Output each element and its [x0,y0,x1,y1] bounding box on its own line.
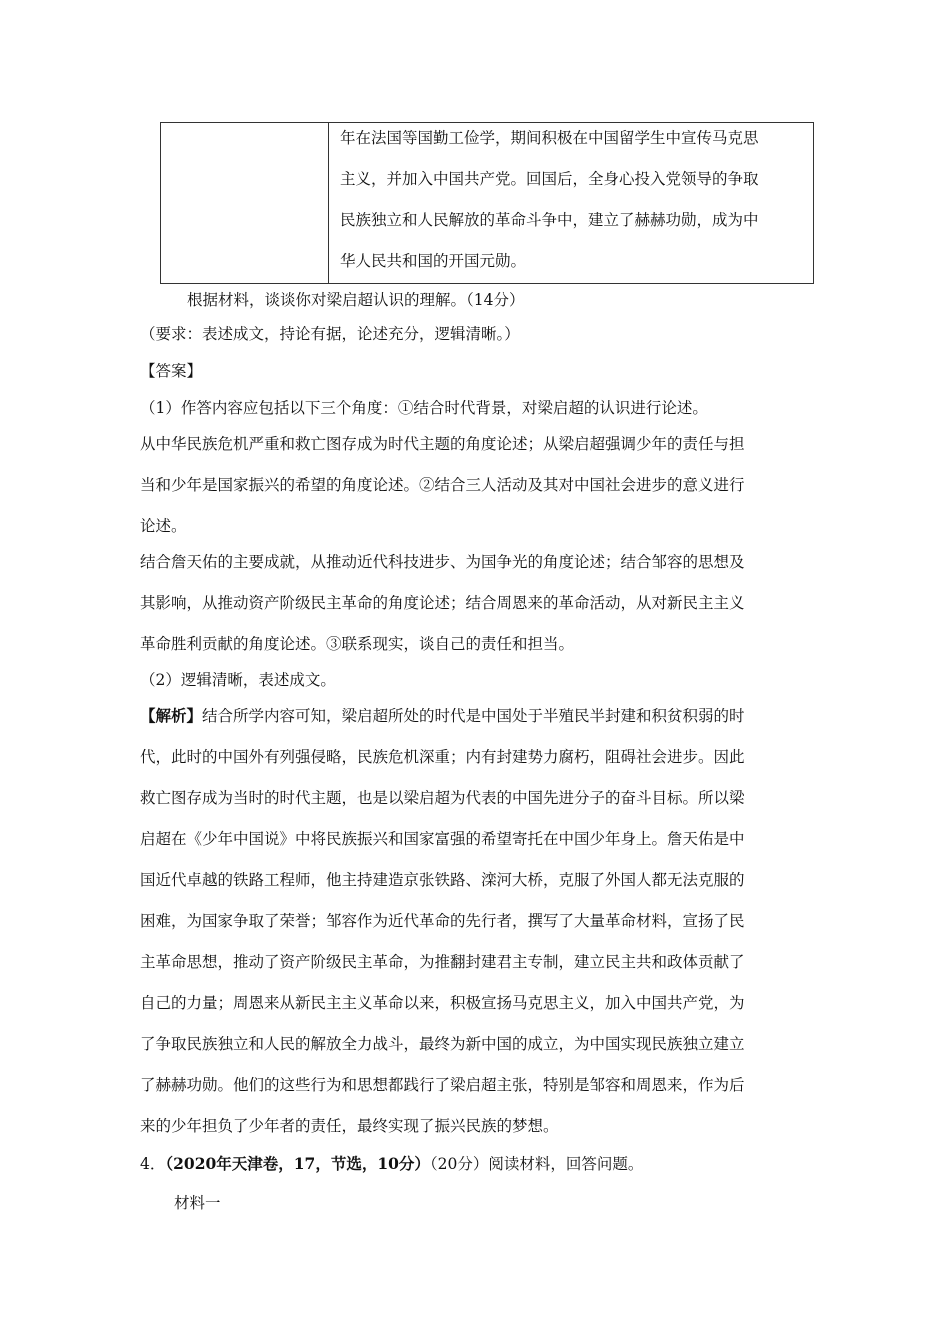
material-table [160,122,814,284]
table-left-cell [161,123,329,283]
table-right-cell [340,123,808,287]
analysis-header: 【解析】 [140,706,203,725]
table-cell-line: 主义，并加入中国共产党。回国后，全身心投入党领导的争取 [340,170,759,188]
question-4-line [140,1153,643,1175]
question-prompt: 根据材料，谈谈你对梁启超认识的理解。（14分） [187,291,525,309]
analysis-line: 了赫赫功勋。他们的这些行为和思想都践行了梁启超主张，特别是邹容和周恩来，作为后 [140,1076,745,1094]
answer-paragraph-line: 当和少年是国家振兴的希望的角度论述。②结合三人活动及其对中国社会进步的意义进行 [140,476,745,494]
table-cell-line: 华人民共和国的开国元勋。 [340,252,527,270]
answer-paragraph-line: 结合詹天佑的主要成就，从推动近代科技进步、为国争光的角度论述；结合邹容的思想及 [140,553,745,571]
answer-header: 【答案】 [140,362,203,380]
analysis-line: 来的少年担负了少年者的责任，最终实现了振兴民族的梦想。 [140,1117,559,1135]
table-cell-line: 年在法国等国勤工俭学，期间积极在中国留学生中宣传马克思 [340,129,759,147]
analysis-line: 主革命思想，推动了资产阶级民主革命，为推翻封建君主专制，建立民主共和政体贡献了 [140,953,745,971]
analysis-line: 救亡图存成为当时的时代主题，也是以梁启超为代表的中国先进分子的奋斗目标。所以梁 [140,789,745,807]
analysis-line: 自己的力量；周恩来从新民主主义革命以来，积极宣扬马克思主义，加入中国共产党，为 [140,994,745,1012]
question-4-text: （20分）阅读材料，回答问题。 [429,1155,644,1173]
analysis-first-line [140,705,745,727]
analysis-line: 结合所学内容可知，梁启超所处的时代是中国处于半殖民半封建和积贫积弱的时 [202,707,745,725]
material-label: 材料一 [174,1194,221,1212]
answer-paragraph-line: 从中华民族危机严重和救亡图存成为时代主题的角度论述；从梁启超强调少年的责任与担 [140,435,745,453]
question-source: （2020年天津卷，17，节选，10分） [165,1154,430,1173]
analysis-line: 了争取民族独立和人民的解放全力战斗，最终为新中国的成立，为中国实现民族独立建立 [140,1035,745,1053]
question-requirement: （要求：表述成文，持论有据，论述充分，逻辑清晰。） [140,325,520,343]
answer-paragraph-line: 论述。 [140,517,187,535]
analysis-line: 国近代卓越的铁路工程师，他主持建造京张铁路、滦河大桥，克服了外国人都无法克服的 [140,871,745,889]
answer-point-1: （1）作答内容应包括以下三个角度：①结合时代背景，对梁启超的认识进行论述。 [140,399,708,417]
answer-paragraph-line: 其影响，从推动资产阶级民主革命的角度论述；结合周恩来的革命活动，从对新民主主义 [140,594,745,612]
analysis-line: 启超在《少年中国说》中将民族振兴和国家富强的希望寄托在中国少年身上。詹天佑是中 [140,830,745,848]
table-cell-line: 民族独立和人民解放的革命斗争中，建立了赫赫功勋，成为中 [340,211,759,229]
answer-point-2: （2）逻辑清晰，表述成文。 [140,671,336,689]
analysis-line: 困难，为国家争取了荣誉；邹容作为近代革命的先行者，撰写了大量革命材料，宣扬了民 [140,912,745,930]
answer-paragraph-line: 革命胜利贡献的角度论述。③联系现实，谈自己的责任和担当。 [140,635,575,653]
analysis-line: 代，此时的中国外有列强侵略，民族危机深重；内有封建势力腐朽，阻碍社会进步。因此 [140,748,745,766]
question-number: 4． [140,1155,166,1173]
